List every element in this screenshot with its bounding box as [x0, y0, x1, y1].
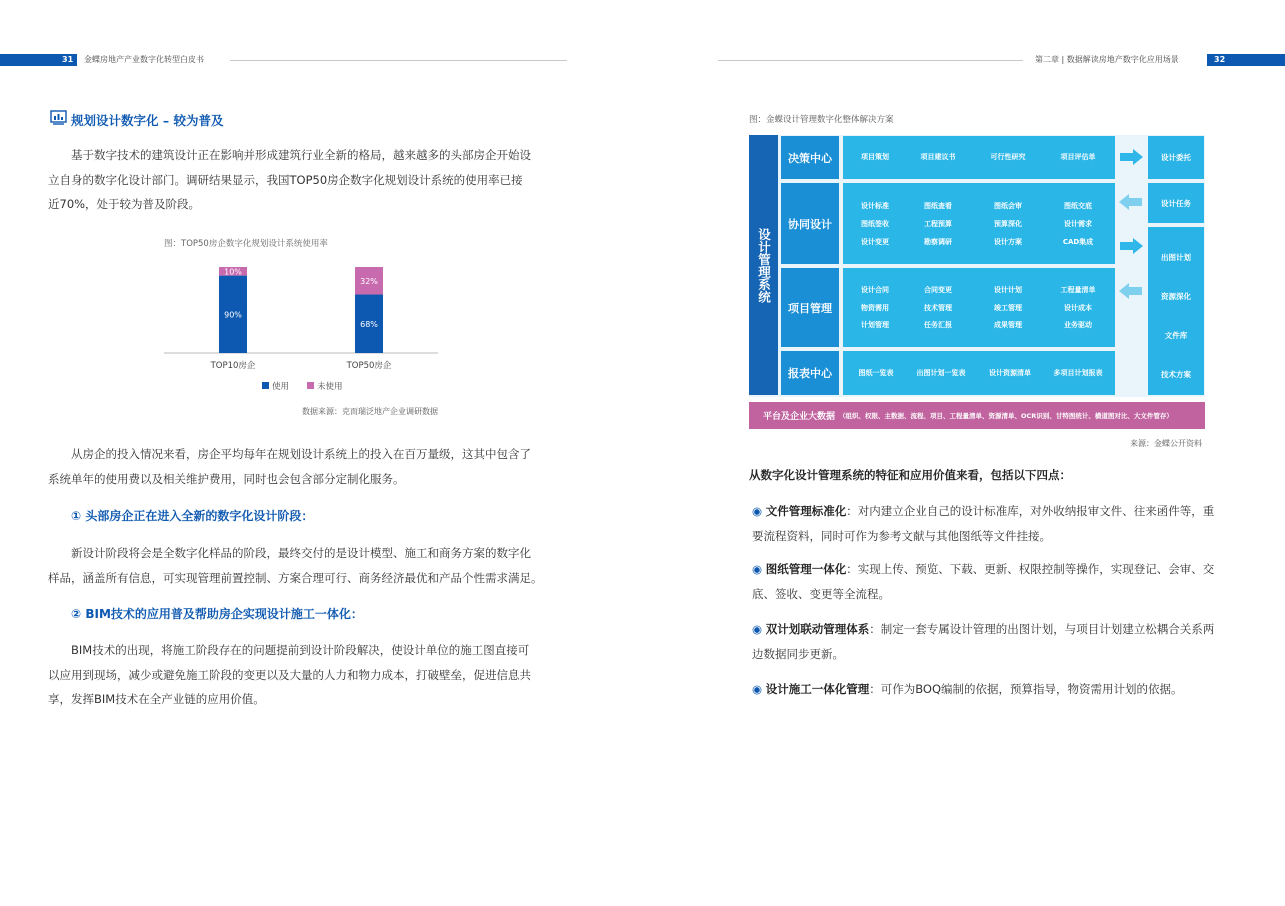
para1-line2: 立自身的数字化设计部门。调研结果显示，我国TOP50房企数字化规划设计系统的使用率已接 — [48, 172, 523, 187]
right-header-title: 第二章 | 数据解读房地产数字化应用场景 — [1035, 55, 1179, 64]
bar-label-unused-0: 10% — [224, 267, 242, 277]
subheading-1: ① 头部房企正在进入全新的数字化设计阶段： — [71, 509, 314, 523]
item: 项目建议书 — [920, 153, 956, 161]
left-page-number: 31 — [62, 55, 74, 64]
arrow-right-icon — [1120, 238, 1144, 254]
bullet-3 — [752, 617, 1232, 666]
left-header-rule — [230, 60, 567, 61]
right-item-tech: 技术方案 — [1161, 370, 1191, 379]
bullet-dot-icon: ◉ — [752, 562, 763, 576]
legend-swatch-unused — [307, 382, 314, 389]
bullet-dot-icon: ◉ — [752, 504, 763, 518]
item: 竣工管理 — [994, 304, 1022, 312]
right-item-delegation: 设计委托 — [1148, 136, 1204, 179]
bar-label-used-1: 68% — [360, 319, 378, 329]
bullet-1-title: 文件管理标准化 — [765, 504, 847, 518]
legend-unused: 未使用 — [317, 382, 343, 392]
para2-line2: 系统单年的使用费以及相关维护费用，同时也会包含部分定制化服务。 — [48, 471, 405, 486]
item: 可行性研究 — [990, 153, 1026, 161]
para4-line3: 享，发挥BIM技术在全产业链的应用价值。 — [48, 692, 265, 706]
right-header-rule — [718, 60, 1023, 61]
diagram-caption: 图：金蝶设计管理数字化整体解决方案 — [749, 115, 894, 125]
bullet-3-line2: 边数据同步更新。 — [752, 646, 844, 661]
bullet-4-title: 设计施工一体化管理 — [765, 682, 870, 696]
item: 物资需用 — [861, 304, 889, 312]
row-label-decision: 决策中心 — [781, 136, 839, 179]
bim-paragraph — [48, 638, 568, 712]
item: 图纸会审 — [994, 202, 1022, 210]
bar-label-used-0: 90% — [224, 310, 242, 320]
arrow-left-icon — [1118, 194, 1142, 210]
item: 图纸查看 — [924, 202, 952, 210]
bullet-2-title: 图纸管理一体化 — [765, 562, 847, 576]
right-page-number: 32 — [1214, 55, 1226, 64]
right-item-library: 文件库 — [1164, 331, 1188, 340]
item: 勘察调研 — [924, 238, 952, 246]
bullet-3-line1: ：制定一套专属设计管理的出图计划，与项目计划建立松耦合关系两 — [869, 622, 1215, 636]
para4-line1: BIM技术的出现，将施工阶段存在的问题提前到设计阶段解决，使设计单位的施工图直接可 — [71, 643, 530, 657]
para1-line3: 近70%，处于较为普及阶段。 — [48, 197, 201, 211]
bullet-1 — [752, 499, 1232, 548]
investment-paragraph — [48, 442, 568, 491]
system-vertical-label: 设计管理系统 — [749, 135, 778, 395]
bullet-1-line2: 要流程资料，同时可作为参考文献与其他图纸等文件挂接。 — [752, 528, 1051, 543]
item: 项目评估单 — [1060, 153, 1096, 161]
item: 设计成本 — [1064, 304, 1092, 312]
left-header-title: 金蝶房地产产业数字化转型白皮书 — [84, 55, 204, 64]
item: 设计合同 — [861, 286, 889, 294]
item: 图纸交底 — [1064, 202, 1092, 210]
right-item-task: 设计任务 — [1148, 183, 1204, 223]
item: 工程量清单 — [1060, 286, 1096, 294]
item: 业务驱动 — [1064, 321, 1092, 329]
bullet-2-line2: 底、签收、变更等全流程。 — [752, 586, 890, 601]
item: 设计需求 — [1064, 220, 1092, 228]
item: 图纸一览表 — [858, 369, 894, 377]
diagram-source: 来源：金蝶公开资料 — [1130, 439, 1202, 448]
item: CAD集成 — [1062, 238, 1094, 246]
right-item-resource: 资源深化 — [1161, 292, 1191, 301]
item: 计划管理 — [861, 321, 889, 329]
item: 设计计划 — [994, 286, 1022, 294]
platform-detail: （组织、权限、主数据、流程、项目、工程量清单、资源清单、OCR识别、甘特图统计、横道图对比、大文件管存） — [839, 412, 1173, 420]
chart-icon — [50, 110, 68, 126]
item: 设计变更 — [861, 238, 889, 246]
item: 设计资源清单 — [989, 369, 1031, 377]
para1-line1: 基于数字技术的建筑设计正在影响并形成建筑行业全新的格局，越来越多的头部房企开始设 — [71, 148, 531, 162]
para4-line2: 以应用到现场，减少或避免施工阶段的变更以及大量的人力和物力成本，打破壁垒，促进信息共 — [48, 667, 531, 682]
row-label-project: 项目管理 — [781, 268, 839, 347]
chart-source: 数据来源：克而瑞泛地产企业调研数据 — [302, 407, 438, 416]
platform-bar — [749, 402, 1205, 429]
item: 任务汇报 — [924, 321, 952, 329]
new-design-paragraph — [48, 541, 568, 590]
item: 工程预算 — [924, 220, 952, 228]
item: 技术管理 — [924, 304, 952, 312]
subheading-2: ② BIM技术的应用普及帮助房企实现设计施工一体化： — [71, 607, 363, 621]
features-intro: 从数字化设计管理系统的特征和应用价值来看，包括以下四点： — [749, 468, 1071, 482]
item: 成果管理 — [994, 321, 1022, 329]
chart-caption: 图：TOP50房企数字化规划设计系统使用率 — [164, 239, 328, 249]
section-title: 规划设计数字化 – 较为普及 — [71, 113, 224, 128]
bullet-dot-icon: ◉ — [752, 622, 763, 636]
row-label-collab: 协同设计 — [781, 183, 839, 264]
item: 预算深化 — [994, 220, 1022, 228]
bullet-1-line1: ：对内建立企业自己的设计标准库，对外收纳报审文件、往来函件等，重 — [846, 504, 1215, 518]
item: 项目策划 — [861, 153, 889, 161]
bullet-3-title: 双计划联动管理体系 — [765, 622, 870, 636]
bar-chart — [150, 255, 450, 375]
right-item-plan: 出图计划 — [1161, 253, 1191, 262]
para2-line1: 从房企的投入情况来看，房企平均每年在规划设计系统上的投入在百万量级，这其中包含了 — [71, 447, 531, 461]
bullet-2-line1: ：实现上传、预览、下载、更新、权限控制等操作，实现登记、会审、交 — [846, 562, 1215, 576]
para3-line1: 新设计阶段将会是全数字化样品的阶段，最终交付的是设计模型、施工和商务方案的数字化 — [71, 546, 531, 560]
bar-label-unused-1: 32% — [360, 276, 378, 286]
item: 多项目计划报表 — [1053, 369, 1103, 377]
row-label-report: 报表中心 — [781, 351, 839, 395]
platform-title: 平台及企业大数据 — [763, 412, 836, 422]
x-label-top50: TOP50房企 — [346, 361, 392, 371]
item: 图纸签收 — [861, 220, 889, 228]
bullet-4 — [752, 677, 1232, 702]
bullet-2 — [752, 557, 1232, 606]
item: 出图计划一览表 — [916, 369, 966, 377]
arrow-left-icon — [1118, 283, 1142, 299]
legend-used: 使用 — [272, 382, 290, 392]
bullet-4-line1: ：可作为BOQ编制的依据，预算指导，物资需用计划的依据。 — [869, 682, 1183, 696]
x-label-top10: TOP10房企 — [210, 361, 256, 371]
legend-swatch-used — [262, 382, 269, 389]
intro-paragraph — [48, 143, 568, 217]
para3-line2: 样品，涵盖所有信息，可实现管理前置控制、方案合理可行、商务经济最优和产品个性需求满足。 — [48, 570, 543, 585]
item: 设计方案 — [994, 238, 1022, 246]
item: 设计标准 — [861, 202, 889, 210]
arrow-right-icon — [1120, 149, 1144, 165]
item: 合同变更 — [924, 286, 952, 294]
bullet-dot-icon: ◉ — [752, 682, 763, 696]
